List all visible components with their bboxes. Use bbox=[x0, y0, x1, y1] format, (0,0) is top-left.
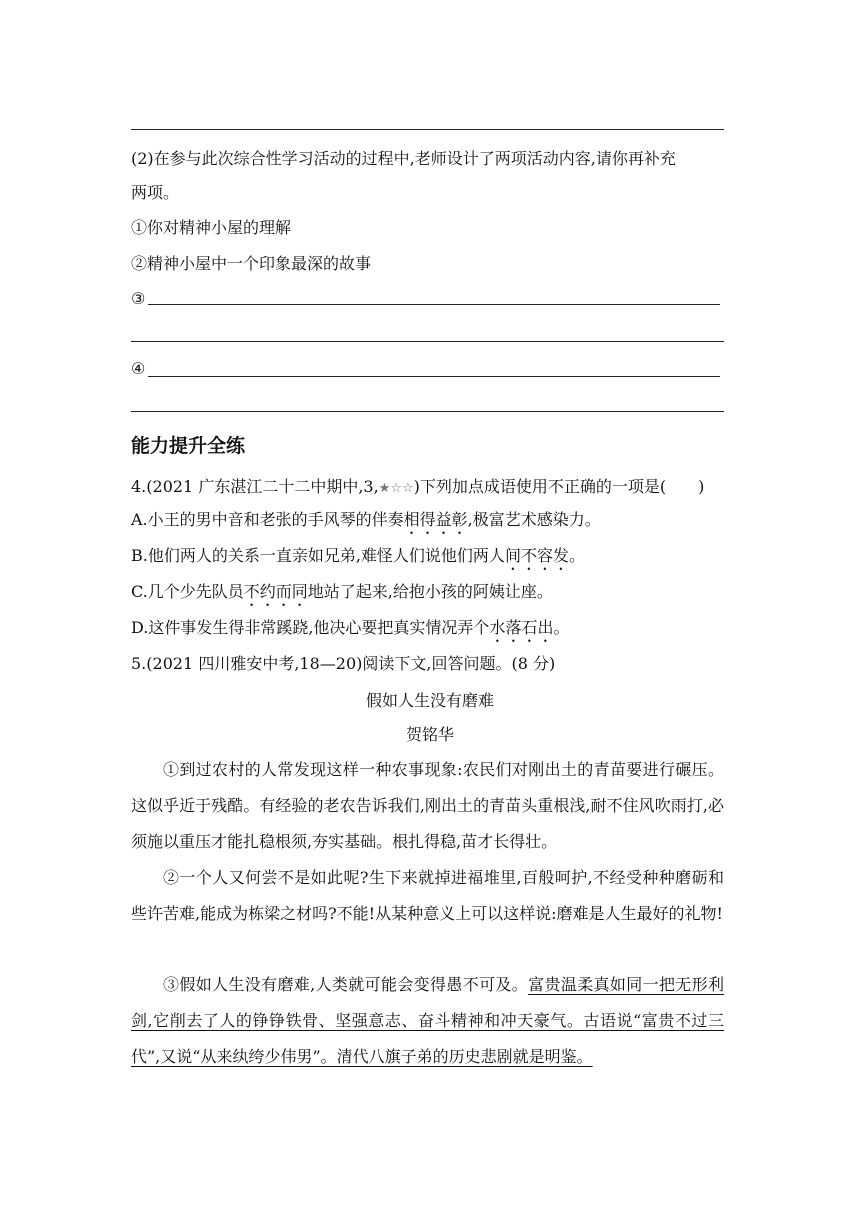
option-a-text-end: ,极富艺术感染力。 bbox=[467, 510, 601, 529]
q3-item3-answer-line[interactable] bbox=[148, 304, 720, 305]
q3-prompt-line2: 两项。 bbox=[131, 183, 180, 202]
difficulty-stars-icon: ★☆☆ bbox=[378, 481, 414, 496]
paragraph-3-plain: ③假如人生没有磨难,人类就可能会变得愚不可及。 bbox=[163, 975, 529, 994]
q3-item1: ①你对精神小屋的理解 bbox=[131, 218, 292, 237]
option-a-text: A.小王的男中音和老张的手风琴的伴奏 bbox=[131, 510, 404, 529]
article-paragraph-3 bbox=[131, 967, 724, 1075]
q4-stem-after: )下列加点成语使用不正确的一项是( ) bbox=[413, 477, 705, 496]
q3-item3-label: ③ bbox=[131, 289, 146, 308]
q3-item3-answer-line2[interactable] bbox=[131, 341, 724, 342]
option-d-idiom: 水落石出 bbox=[489, 618, 554, 637]
top-divider bbox=[131, 129, 724, 130]
q4-stem-before: 4.(2021 广东湛江二十二中期中,3, bbox=[131, 477, 379, 496]
article-paragraph-1: ①到过农村的人常发现这样一种农事现象:农民们对刚出土的青苗要进行碾压。这似乎近于残酷。有经验的老农告诉我们,刚出土的青苗头重根浅,耐不住风吹雨打,必须施以重压才能扎稳根须,夯实基础。根扎得稳,苗才长得壮。 bbox=[131, 760, 724, 851]
option-c-text-end: 地站了起来,给抱小孩的阿姨让座。 bbox=[307, 582, 553, 601]
option-c-idiom: 不约而同 bbox=[243, 582, 308, 601]
option-d-text: D.这件事发生得非常蹊跷,他决心要把真实情况弄个 bbox=[131, 618, 490, 637]
option-a-idiom: 相得益彰 bbox=[403, 510, 468, 529]
option-b-idiom: 间不容发 bbox=[504, 546, 569, 565]
option-b-text: B.他们两人的关系一直亲如兄弟,难怪人们说他们两人 bbox=[131, 546, 505, 565]
q4-option-c bbox=[131, 581, 553, 610]
section-heading: 能力提升全练 bbox=[131, 435, 246, 457]
q3-item4-answer-line[interactable] bbox=[148, 376, 720, 377]
paragraph-3-underlined: 富贵温柔真如同一把无形利剑,它削去了人的铮铮铁骨、坚强意志、奋斗精神和冲天豪气。古语说“富贵不过三代”,又说“从来纨绔少伟男”。清代八旗子弟的历史悲剧就是明鉴。 bbox=[131, 975, 724, 1066]
article-title: 假如人生没有磨难 bbox=[365, 691, 494, 710]
q3-prompt-line1: (2)在参与此次综合性学习活动的过程中,老师设计了两项活动内容,请你再补充 bbox=[131, 149, 676, 168]
option-b-text-end: 。 bbox=[568, 546, 585, 565]
article-paragraph-2: ②一个人又何尝不是如此呢?生下来就掉进福堆里,百般呵护,不经受种种磨砺和些许苦难,能成为栋梁之材吗?不能!从某种意义上可以这样说:磨难是人生最好的礼物! bbox=[131, 868, 724, 923]
q3-item2: ②精神小屋中一个印象最深的故事 bbox=[131, 254, 372, 273]
article-author: 贺铭华 bbox=[405, 725, 454, 744]
q5-stem: 5.(2021 四川雅安中考,18—20)阅读下文,回答问题。(8 分) bbox=[131, 654, 556, 673]
q3-item4-label: ④ bbox=[131, 359, 146, 378]
option-d-text-end: 。 bbox=[553, 618, 570, 637]
q4-option-a bbox=[131, 509, 601, 538]
q3-item3 bbox=[131, 288, 145, 310]
q4-option-b bbox=[131, 545, 585, 574]
q3-item4 bbox=[131, 358, 145, 380]
q3-item4-answer-line2[interactable] bbox=[131, 411, 724, 412]
q4-option-d bbox=[131, 617, 569, 646]
option-c-text: C.几个少先队员 bbox=[131, 582, 244, 601]
q4-stem bbox=[131, 476, 704, 500]
